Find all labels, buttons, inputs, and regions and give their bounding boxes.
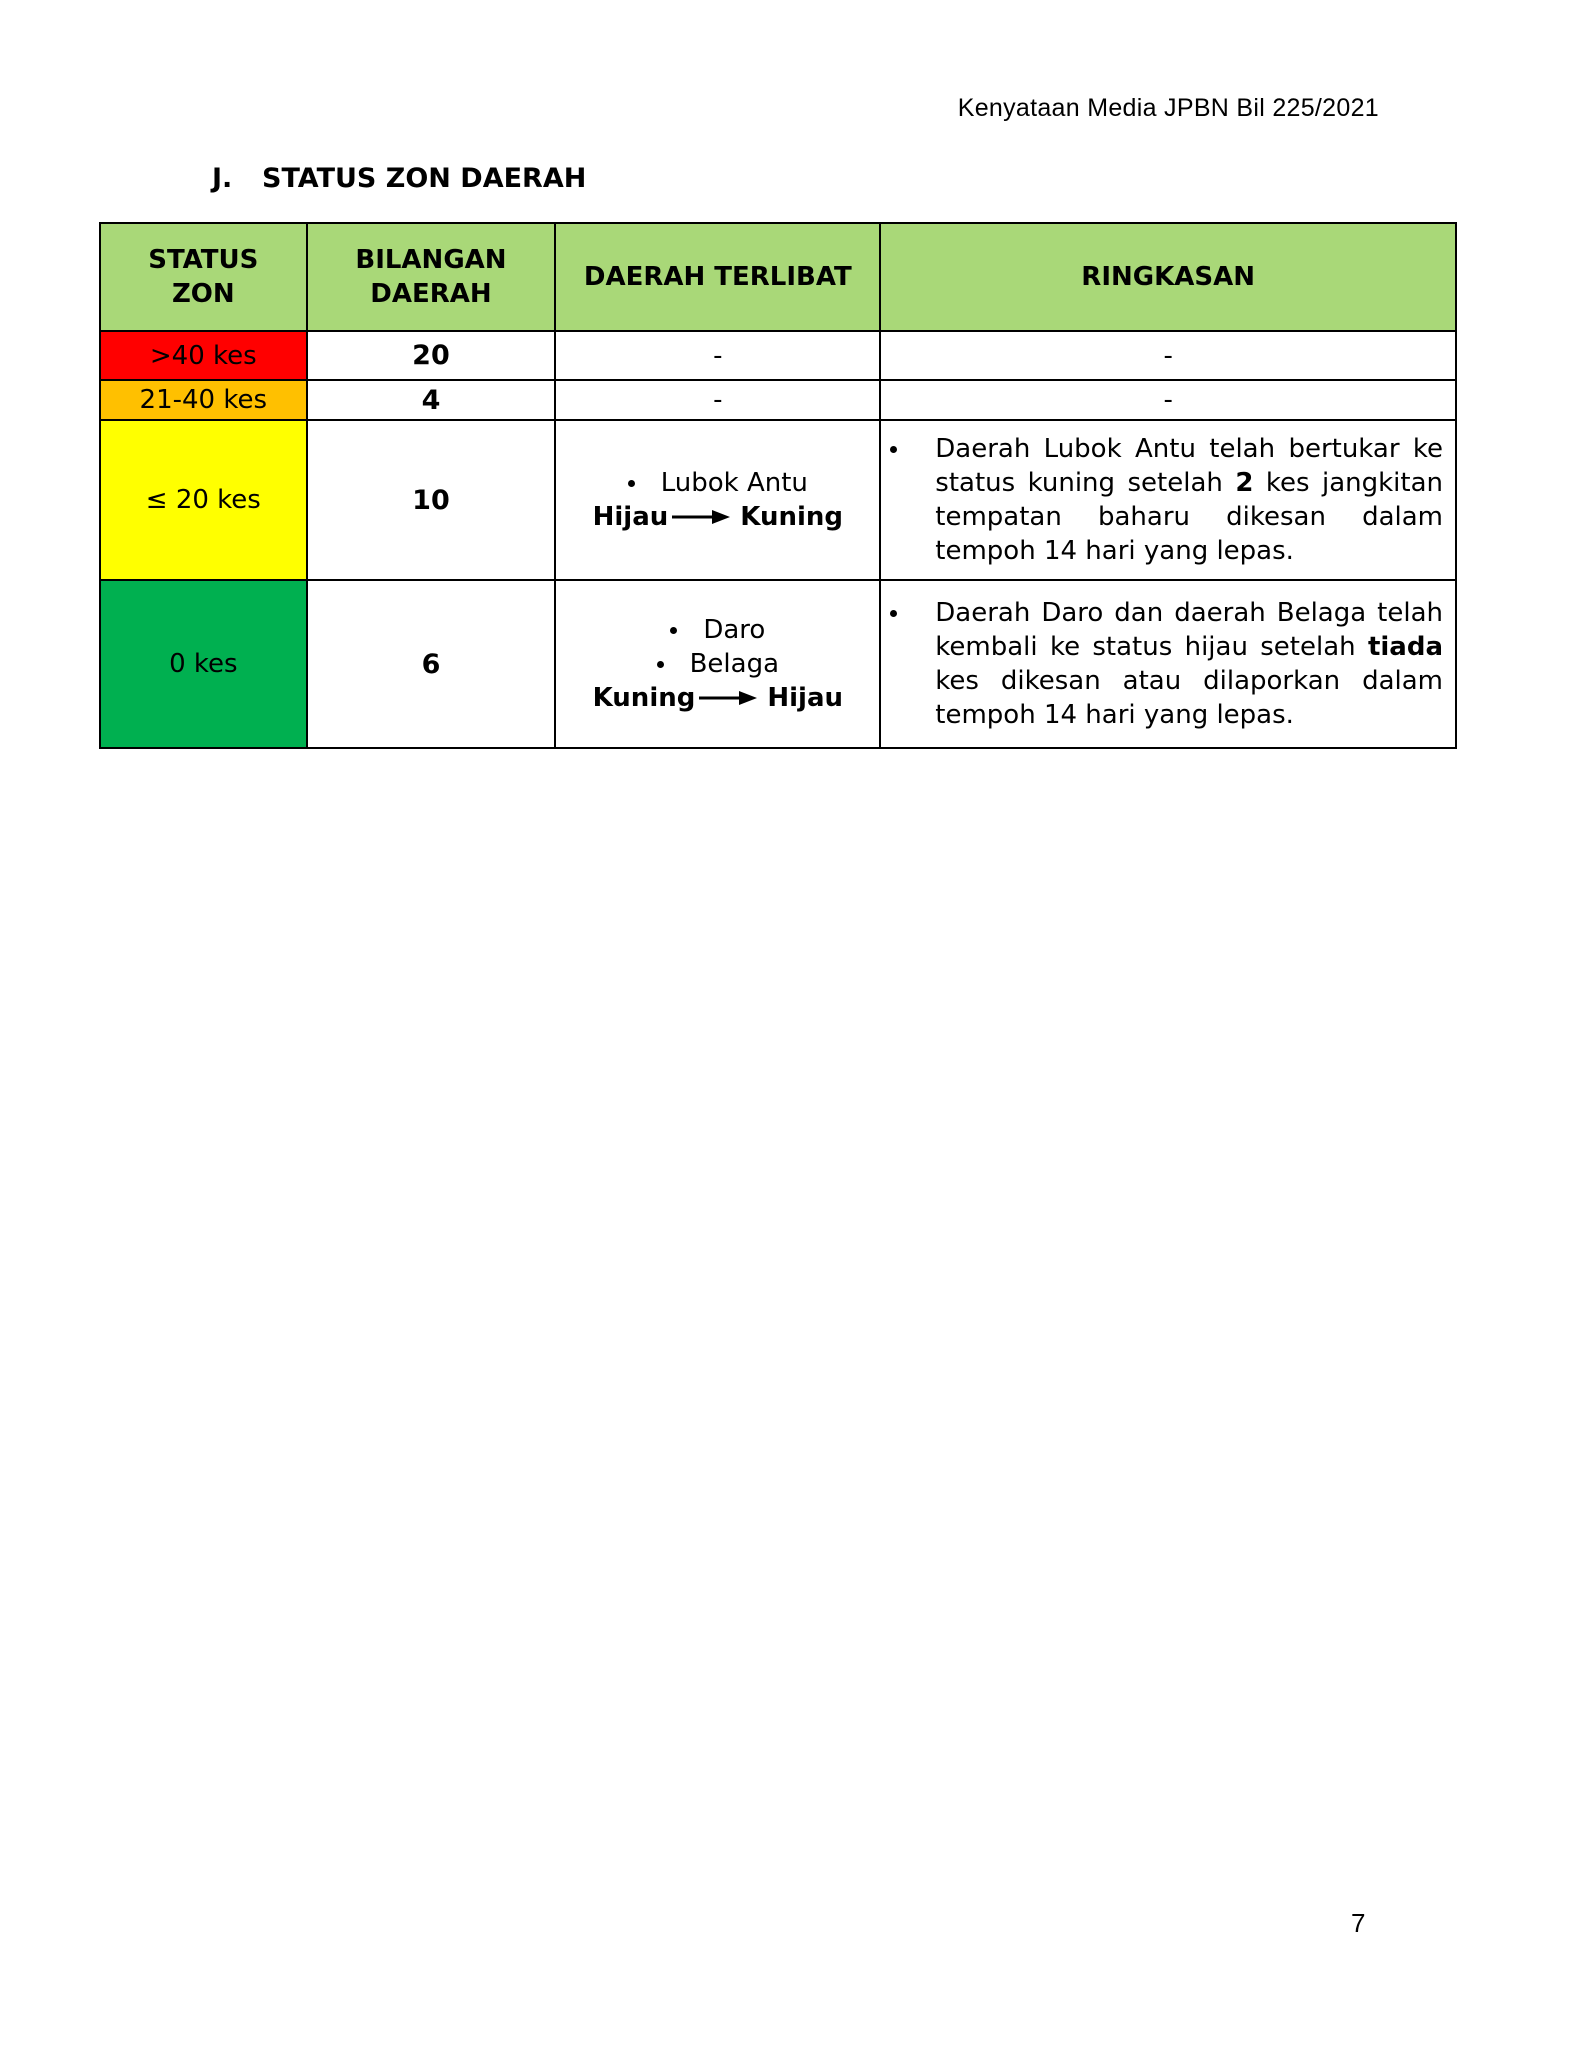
transition-from: Kuning	[592, 683, 696, 713]
summary-part1: Daerah Daro dan daerah Belaga telah kembali ke status hijau setelah	[935, 598, 1443, 662]
areas-cell: -	[555, 380, 880, 420]
status-cell: ≤ 20 kes	[100, 420, 307, 580]
count-cell: 20	[307, 331, 556, 380]
summary-part2: kes dikesan atau dilaporkan dalam tempoh 14 hari yang lepas.	[935, 666, 1443, 730]
header-districts-involved: DAERAH TERLIBAT	[555, 223, 880, 331]
section-heading	[212, 163, 586, 194]
page-number: 7	[1351, 1908, 1366, 1938]
summary-cell: -	[880, 380, 1456, 420]
summary-bold: tiada	[1367, 632, 1443, 662]
area-name: Lubok Antu	[660, 468, 808, 498]
bullet-icon	[628, 480, 635, 487]
areas-content	[556, 613, 879, 715]
table-header-row	[100, 223, 1456, 331]
areas-cell	[555, 580, 880, 748]
zone-transition	[593, 681, 843, 715]
table-row	[100, 380, 1456, 420]
summary-content	[881, 432, 1455, 568]
areas-content	[556, 466, 879, 534]
header-summary: RINGKASAN	[880, 223, 1456, 331]
bullet-icon	[657, 661, 664, 668]
table-row	[100, 331, 1456, 380]
bullet-column	[889, 596, 935, 732]
bullet-icon	[890, 610, 897, 617]
summary-part2: kes jangkitan tempatan baharu dikesan dalam tempoh 14 hari yang lepas.	[935, 468, 1443, 566]
document-reference: Kenyataan Media JPBN Bil 225/2021	[957, 94, 1379, 122]
header-district-count	[307, 223, 556, 331]
summary-bold: 2	[1235, 468, 1254, 498]
summary-part1: Daerah Lubok Antu telah bertukar ke status kuning setelah	[935, 434, 1443, 498]
status-cell: >40 kes	[100, 331, 307, 380]
areas-cell	[555, 420, 880, 580]
right-arrow-icon	[672, 507, 730, 527]
header-count-line2: DAERAH	[370, 279, 492, 309]
area-name: Daro	[703, 615, 766, 645]
area-name: Belaga	[689, 649, 780, 679]
header-status-line2: ZON	[171, 279, 235, 309]
area-list-item	[628, 466, 808, 500]
header-count-line1: BILANGAN	[355, 245, 507, 275]
summary-cell	[880, 420, 1456, 580]
table-row	[100, 580, 1456, 748]
status-cell: 0 kes	[100, 580, 307, 748]
summary-cell: -	[880, 331, 1456, 380]
summary-text	[935, 596, 1443, 732]
header-status-line1: STATUS	[148, 245, 259, 275]
count-cell: 4	[307, 380, 556, 420]
count-cell: 6	[307, 580, 556, 748]
area-list-item	[657, 647, 779, 681]
bullet-column	[889, 432, 935, 568]
header-status-zone	[100, 223, 307, 331]
zone-status-table	[99, 222, 1457, 749]
bullet-icon	[890, 446, 897, 453]
area-list-item	[670, 613, 765, 647]
zone-transition	[593, 500, 843, 534]
section-title: STATUS ZON DAERAH	[262, 163, 587, 194]
transition-to: Kuning	[740, 502, 843, 532]
transition-to: Hijau	[767, 683, 843, 713]
transition-from: Hijau	[592, 502, 669, 532]
summary-content	[881, 596, 1455, 732]
count-cell: 10	[307, 420, 556, 580]
summary-cell	[880, 580, 1456, 748]
areas-cell: -	[555, 331, 880, 380]
right-arrow-icon	[699, 688, 757, 708]
summary-text	[935, 432, 1443, 568]
bullet-icon	[670, 627, 677, 634]
status-cell: 21-40 kes	[100, 380, 307, 420]
table-row	[100, 420, 1456, 580]
section-letter: J.	[212, 163, 233, 194]
